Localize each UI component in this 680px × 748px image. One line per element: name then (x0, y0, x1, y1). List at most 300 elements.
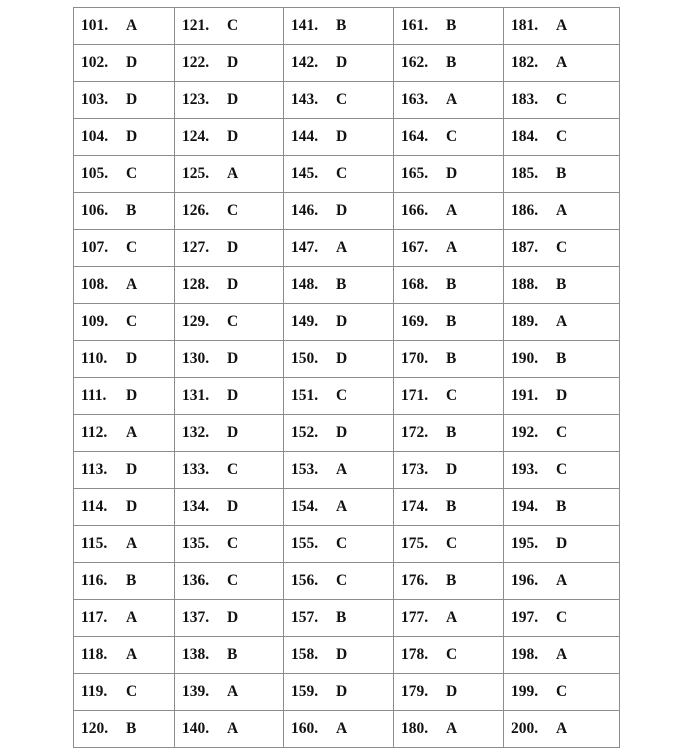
answer-letter: A (336, 239, 348, 256)
answer-letter: C (126, 683, 138, 700)
answer-cell (284, 526, 394, 563)
answer-cell (74, 230, 175, 267)
answer-letter: D (227, 91, 239, 108)
answer-cell (504, 341, 620, 378)
question-number: 197. (511, 609, 539, 626)
answer-cell (394, 711, 504, 748)
answer-letter: D (227, 498, 239, 515)
answer-cell (74, 637, 175, 674)
answer-letter: B (336, 609, 347, 626)
answer-cell (394, 378, 504, 415)
answer-letter: C (227, 461, 239, 478)
table-row (74, 230, 620, 267)
answer-letter: C (227, 572, 239, 589)
table-row (74, 674, 620, 711)
answer-cell (394, 82, 504, 119)
answer-letter: C (446, 646, 458, 663)
question-number: 126. (182, 202, 210, 219)
answer-letter: A (556, 572, 568, 589)
answer-cell (284, 119, 394, 156)
answer-cell (284, 600, 394, 637)
table-row (74, 304, 620, 341)
answer-letter: C (227, 313, 239, 330)
question-number: 178. (401, 646, 429, 663)
answer-cell (394, 119, 504, 156)
question-number: 157. (291, 609, 319, 626)
question-number: 183. (511, 91, 539, 108)
question-number: 128. (182, 276, 210, 293)
answer-letter: D (227, 609, 239, 626)
question-number: 181. (511, 17, 539, 34)
table-row (74, 526, 620, 563)
answer-letter: C (227, 535, 239, 552)
answer-cell (504, 304, 620, 341)
answer-letter: B (446, 276, 457, 293)
question-number: 196. (511, 572, 539, 589)
question-number: 147. (291, 239, 319, 256)
answer-cell (284, 563, 394, 600)
answer-cell (74, 526, 175, 563)
answer-letter: A (126, 609, 138, 626)
answer-letter: A (227, 165, 239, 182)
question-number: 140. (182, 720, 210, 737)
answer-letter: C (556, 424, 568, 441)
question-number: 166. (401, 202, 429, 219)
question-number: 153. (291, 461, 319, 478)
answer-cell (175, 8, 284, 45)
answer-letter: A (446, 239, 458, 256)
answer-cell (74, 711, 175, 748)
question-number: 192. (511, 424, 539, 441)
answer-letter: D (227, 54, 239, 71)
question-number: 125. (182, 165, 210, 182)
answer-letter: C (126, 313, 138, 330)
table-row (74, 378, 620, 415)
answer-letter: D (126, 498, 138, 515)
question-number: 129. (182, 313, 210, 330)
answer-letter: D (126, 54, 138, 71)
question-number: 112. (81, 424, 108, 441)
answer-cell (284, 82, 394, 119)
answer-letter: B (446, 54, 457, 71)
question-number: 109. (81, 313, 109, 330)
question-number: 136. (182, 572, 210, 589)
answer-cell (74, 489, 175, 526)
question-number: 189. (511, 313, 539, 330)
table-row (74, 45, 620, 82)
answer-cell (175, 341, 284, 378)
answer-letter: B (446, 498, 457, 515)
question-number: 154. (291, 498, 319, 515)
answer-cell (175, 415, 284, 452)
answer-cell (175, 711, 284, 748)
answer-letter: D (446, 683, 458, 700)
answer-cell (394, 637, 504, 674)
question-number: 107. (81, 239, 109, 256)
answer-letter: B (446, 424, 457, 441)
question-number: 163. (401, 91, 429, 108)
question-number: 169. (401, 313, 429, 330)
question-number: 134. (182, 498, 210, 515)
question-number: 179. (401, 683, 429, 700)
answer-cell (74, 82, 175, 119)
answer-cell (175, 82, 284, 119)
question-number: 121. (182, 17, 210, 34)
answer-letter: C (556, 683, 568, 700)
question-number: 135. (182, 535, 210, 552)
question-number: 106. (81, 202, 109, 219)
question-number: 187. (511, 239, 539, 256)
answer-letter: B (556, 165, 567, 182)
answer-letter: D (126, 91, 138, 108)
answer-cell (504, 119, 620, 156)
question-number: 159. (291, 683, 319, 700)
question-number: 150. (291, 350, 319, 367)
answer-letter: A (556, 17, 568, 34)
question-number: 131. (182, 387, 210, 404)
answer-letter: A (556, 54, 568, 71)
answer-letter: D (446, 461, 458, 478)
question-number: 119. (81, 683, 108, 700)
answer-cell (74, 119, 175, 156)
question-number: 148. (291, 276, 319, 293)
answer-letter: A (126, 424, 138, 441)
answer-letter: D (126, 128, 138, 145)
answer-cell (284, 304, 394, 341)
answer-letter: B (556, 350, 567, 367)
answer-letter: B (446, 350, 457, 367)
answer-letter: B (446, 572, 457, 589)
answer-letter: C (556, 609, 568, 626)
answer-cell (284, 711, 394, 748)
answer-letter: B (556, 498, 567, 515)
answer-letter: D (126, 461, 138, 478)
answer-cell (175, 119, 284, 156)
table-row (74, 637, 620, 674)
question-number: 199. (511, 683, 539, 700)
question-number: 145. (291, 165, 319, 182)
answer-cell (74, 415, 175, 452)
answer-letter: C (126, 165, 138, 182)
answer-letter: D (446, 165, 458, 182)
answer-cell (394, 674, 504, 711)
answer-cell (284, 378, 394, 415)
question-number: 143. (291, 91, 319, 108)
question-number: 108. (81, 276, 109, 293)
answer-cell (175, 674, 284, 711)
table-row (74, 156, 620, 193)
answer-cell (504, 600, 620, 637)
answer-letter: D (227, 424, 239, 441)
question-number: 165. (401, 165, 429, 182)
answer-cell (394, 267, 504, 304)
answer-cell (394, 600, 504, 637)
answer-cell (175, 230, 284, 267)
answer-cell (175, 637, 284, 674)
answer-cell (394, 45, 504, 82)
table-row (74, 8, 620, 45)
answer-cell (74, 341, 175, 378)
answer-letter: B (126, 572, 137, 589)
answer-letter: D (336, 313, 348, 330)
answer-letter: C (227, 17, 239, 34)
answer-cell (394, 452, 504, 489)
answer-letter: D (336, 683, 348, 700)
question-number: 102. (81, 54, 109, 71)
answer-cell (175, 563, 284, 600)
answer-letter: A (126, 276, 138, 293)
answer-cell (504, 230, 620, 267)
answer-letter: D (336, 350, 348, 367)
answer-letter: D (126, 350, 138, 367)
question-number: 115. (81, 535, 108, 552)
question-number: 194. (511, 498, 539, 515)
answer-letter: A (556, 313, 568, 330)
answer-letter: B (446, 17, 457, 34)
answer-letter: A (227, 683, 239, 700)
answer-cell (394, 230, 504, 267)
question-number: 111. (81, 387, 107, 404)
answer-cell (394, 8, 504, 45)
question-number: 160. (291, 720, 319, 737)
answer-cell (74, 674, 175, 711)
answer-cell (394, 193, 504, 230)
answer-cell (284, 156, 394, 193)
table-row (74, 563, 620, 600)
answer-cell (284, 45, 394, 82)
question-number: 141. (291, 17, 319, 34)
answer-cell (504, 8, 620, 45)
question-number: 118. (81, 646, 108, 663)
answer-cell (394, 489, 504, 526)
answer-letter: D (336, 54, 348, 71)
question-number: 184. (511, 128, 539, 145)
answer-cell (175, 267, 284, 304)
answer-cell (284, 341, 394, 378)
question-number: 200. (511, 720, 539, 737)
question-number: 114. (81, 498, 108, 515)
question-number: 149. (291, 313, 319, 330)
answer-cell (74, 304, 175, 341)
question-number: 104. (81, 128, 109, 145)
answer-cell (74, 452, 175, 489)
question-number: 168. (401, 276, 429, 293)
answer-letter: C (336, 387, 348, 404)
answer-letter: D (227, 128, 239, 145)
question-number: 123. (182, 91, 210, 108)
question-number: 186. (511, 202, 539, 219)
answer-cell (175, 193, 284, 230)
question-number: 190. (511, 350, 539, 367)
answer-cell (504, 415, 620, 452)
answer-letter: D (556, 535, 568, 552)
answer-cell (284, 637, 394, 674)
answer-cell (175, 45, 284, 82)
question-number: 137. (182, 609, 210, 626)
answer-letter: C (446, 387, 458, 404)
table-row (74, 489, 620, 526)
question-number: 103. (81, 91, 109, 108)
answer-cell (175, 452, 284, 489)
answer-letter: C (556, 91, 568, 108)
answer-cell (74, 45, 175, 82)
answer-letter: A (227, 720, 239, 737)
question-number: 195. (511, 535, 539, 552)
table-row (74, 711, 620, 748)
answer-cell (284, 8, 394, 45)
answer-cell (284, 267, 394, 304)
question-number: 124. (182, 128, 210, 145)
question-number: 170. (401, 350, 429, 367)
answer-cell (74, 8, 175, 45)
answer-letter: A (126, 535, 138, 552)
answer-cell (504, 674, 620, 711)
answer-letter: A (126, 17, 138, 34)
table-row (74, 452, 620, 489)
question-number: 146. (291, 202, 319, 219)
question-number: 171. (401, 387, 429, 404)
answer-letter: C (556, 461, 568, 478)
answer-cell (504, 563, 620, 600)
table-row (74, 267, 620, 304)
answer-letter: B (446, 313, 457, 330)
answer-letter: A (336, 720, 348, 737)
answer-cell (504, 82, 620, 119)
answer-letter: D (227, 239, 239, 256)
question-number: 185. (511, 165, 539, 182)
question-number: 133. (182, 461, 210, 478)
answer-cell (284, 193, 394, 230)
question-number: 176. (401, 572, 429, 589)
answer-letter: A (446, 202, 458, 219)
answer-letter: A (336, 498, 348, 515)
answer-cell (504, 637, 620, 674)
question-number: 132. (182, 424, 210, 441)
question-number: 130. (182, 350, 210, 367)
answer-letter: D (126, 387, 138, 404)
answer-cell (504, 156, 620, 193)
answer-cell (175, 526, 284, 563)
question-number: 182. (511, 54, 539, 71)
question-number: 127. (182, 239, 210, 256)
answer-letter: A (336, 461, 348, 478)
question-number: 120. (81, 720, 109, 737)
answer-letter: C (446, 128, 458, 145)
answer-letter: D (336, 424, 348, 441)
answer-letter: A (126, 646, 138, 663)
answer-cell (74, 378, 175, 415)
question-number: 191. (511, 387, 539, 404)
answer-cell (504, 489, 620, 526)
answer-cell (284, 452, 394, 489)
question-number: 156. (291, 572, 319, 589)
answer-letter: A (556, 720, 568, 737)
question-number: 155. (291, 535, 319, 552)
answer-cell (504, 267, 620, 304)
answer-key-table (73, 7, 620, 748)
answer-letter: C (556, 128, 568, 145)
question-number: 138. (182, 646, 210, 663)
answer-letter: C (126, 239, 138, 256)
answer-cell (504, 526, 620, 563)
question-number: 177. (401, 609, 429, 626)
question-number: 116. (81, 572, 108, 589)
answer-cell (394, 341, 504, 378)
answer-cell (284, 489, 394, 526)
answer-cell (175, 600, 284, 637)
answer-cell (394, 304, 504, 341)
answer-letter: A (556, 202, 568, 219)
answer-letter: C (336, 165, 348, 182)
question-number: 110. (81, 350, 108, 367)
question-number: 117. (81, 609, 108, 626)
question-number: 152. (291, 424, 319, 441)
question-number: 198. (511, 646, 539, 663)
answer-cell (175, 489, 284, 526)
answer-cell (394, 526, 504, 563)
answer-letter: A (556, 646, 568, 663)
question-number: 167. (401, 239, 429, 256)
answer-cell (74, 600, 175, 637)
answer-cell (284, 230, 394, 267)
answer-letter: B (336, 276, 347, 293)
question-number: 113. (81, 461, 108, 478)
answer-letter: B (556, 276, 567, 293)
answer-letter: C (336, 572, 348, 589)
answer-cell (394, 156, 504, 193)
table-row (74, 415, 620, 452)
answer-letter: B (227, 646, 238, 663)
answer-letter: B (126, 720, 137, 737)
answer-cell (504, 193, 620, 230)
question-number: 162. (401, 54, 429, 71)
question-number: 164. (401, 128, 429, 145)
question-number: 122. (182, 54, 210, 71)
answer-cell (504, 378, 620, 415)
answer-letter: C (336, 91, 348, 108)
answer-letter: D (556, 387, 568, 404)
answer-cell (504, 45, 620, 82)
question-number: 172. (401, 424, 429, 441)
answer-letter: A (446, 720, 458, 737)
question-number: 142. (291, 54, 319, 71)
answer-cell (284, 415, 394, 452)
answer-letter: D (336, 646, 348, 663)
answer-letter: D (227, 350, 239, 367)
answer-letter: D (227, 387, 239, 404)
answer-letter: C (336, 535, 348, 552)
answer-cell (175, 378, 284, 415)
question-number: 161. (401, 17, 429, 34)
answer-letter: C (446, 535, 458, 552)
answer-letter: D (336, 128, 348, 145)
answer-cell (284, 674, 394, 711)
answer-cell (394, 415, 504, 452)
answer-cell (74, 267, 175, 304)
table-row (74, 193, 620, 230)
answer-letter: C (227, 202, 239, 219)
answer-letter: A (446, 91, 458, 108)
answer-cell (394, 563, 504, 600)
answer-cell (74, 563, 175, 600)
table-row (74, 82, 620, 119)
answer-letter: B (336, 17, 347, 34)
question-number: 175. (401, 535, 429, 552)
answer-cell (74, 156, 175, 193)
question-number: 174. (401, 498, 429, 515)
table-row (74, 341, 620, 378)
answer-letter: A (446, 609, 458, 626)
